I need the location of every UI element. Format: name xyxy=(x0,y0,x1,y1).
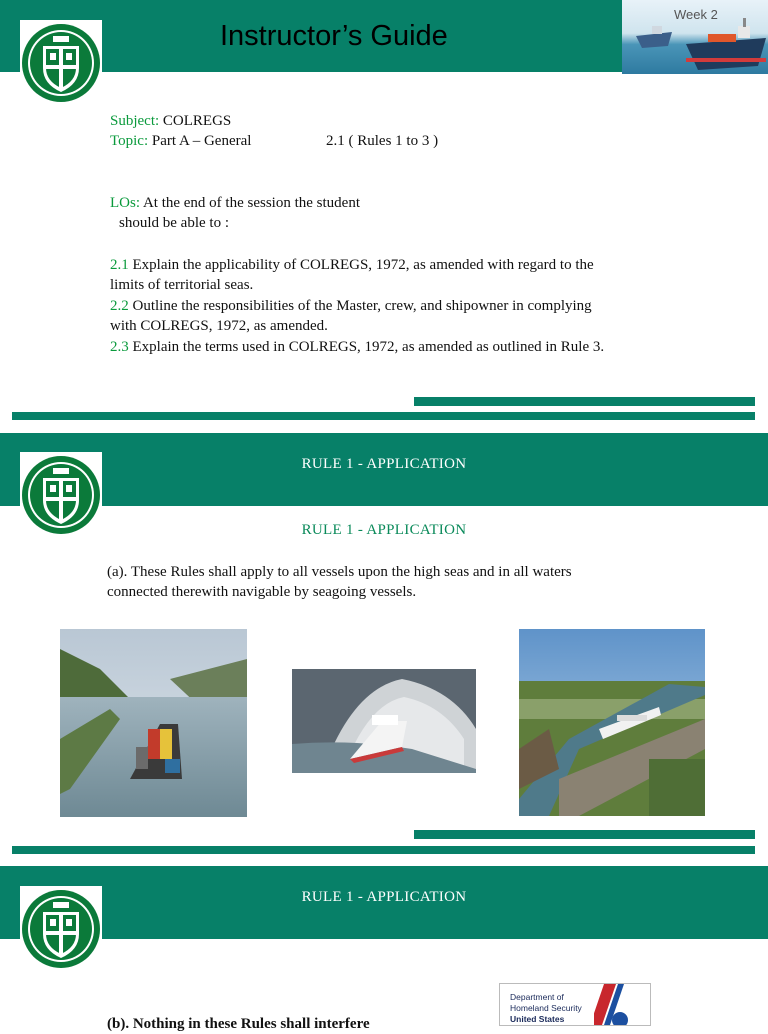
slide2-header-title: RULE 1 - APPLICATION xyxy=(301,456,467,472)
los-line1 xyxy=(110,193,360,213)
subject-label: Subject: xyxy=(110,113,160,129)
objective-text-cont: with COLREGS, 1972, as amended. xyxy=(110,318,328,334)
university-logo xyxy=(20,20,102,106)
subject-value: COLREGS xyxy=(162,113,232,129)
university-logo xyxy=(20,886,102,972)
dhs-line3: United States xyxy=(510,1014,565,1024)
objective-text: Outline the responsibilities of the Master, crew, and shipowner in complying xyxy=(132,298,592,314)
slide1-footer-accent xyxy=(414,397,755,406)
river-barge-photo xyxy=(60,629,247,817)
dhs-text xyxy=(510,992,582,1025)
objective-2-3 xyxy=(110,337,750,357)
objective-text: Explain the terms used in COLREGS, 1972, as amended as outlined in Rule 3. xyxy=(132,339,605,355)
objective-2-1 xyxy=(110,255,750,295)
objective-2-2 xyxy=(110,296,750,336)
ships-header-image xyxy=(622,0,768,74)
slide1-footer-line xyxy=(12,412,755,420)
topic-value: Part A – General xyxy=(151,133,252,149)
subject-line xyxy=(110,111,231,131)
objective-num: 2.1 xyxy=(110,257,129,273)
objective-num: 2.2 xyxy=(110,298,129,314)
slide2-footer-line xyxy=(12,846,755,854)
topic-line xyxy=(110,131,251,151)
slide3-header-title: RULE 1 - APPLICATION xyxy=(301,889,467,905)
rule1-paragraph-b: (b). Nothing in these Rules shall interfere xyxy=(107,1016,370,1032)
dhs-line1: Department of xyxy=(510,992,564,1002)
uscg-badge xyxy=(499,983,651,1026)
objective-num: 2.3 xyxy=(110,339,129,355)
objective-text-cont: limits of territorial seas. xyxy=(110,277,254,293)
topic-rules: 2.1 ( Rules 1 to 3 ) xyxy=(326,133,439,149)
canal-cruise-photo xyxy=(519,629,705,816)
dhs-line2: Homeland Security xyxy=(510,1003,582,1013)
topic-label: Topic: xyxy=(110,133,149,149)
ship-tunnel-photo xyxy=(292,669,476,773)
uscg-stripe-icon xyxy=(594,984,650,1025)
rule1-a-line2: connected therewith navigable by seagoing vessels. xyxy=(107,584,417,600)
slide1-title: Instructor’s Guide xyxy=(220,20,448,52)
week-label: Week 2 xyxy=(674,7,718,22)
los-text1: At the end of the session the student xyxy=(142,195,360,211)
rule1-paragraph-a xyxy=(107,562,707,602)
slide2-heading: RULE 1 - APPLICATION xyxy=(301,522,467,538)
objective-text: Explain the applicability of COLREGS, 1972, as amended with regard to the xyxy=(132,257,594,273)
los-label: LOs: xyxy=(110,195,140,211)
slide2-footer-accent xyxy=(414,830,755,839)
rule1-a-line1: (a). These Rules shall apply to all vessels upon the high seas and in all waters xyxy=(107,564,572,580)
los-line2: should be able to : xyxy=(119,215,229,231)
